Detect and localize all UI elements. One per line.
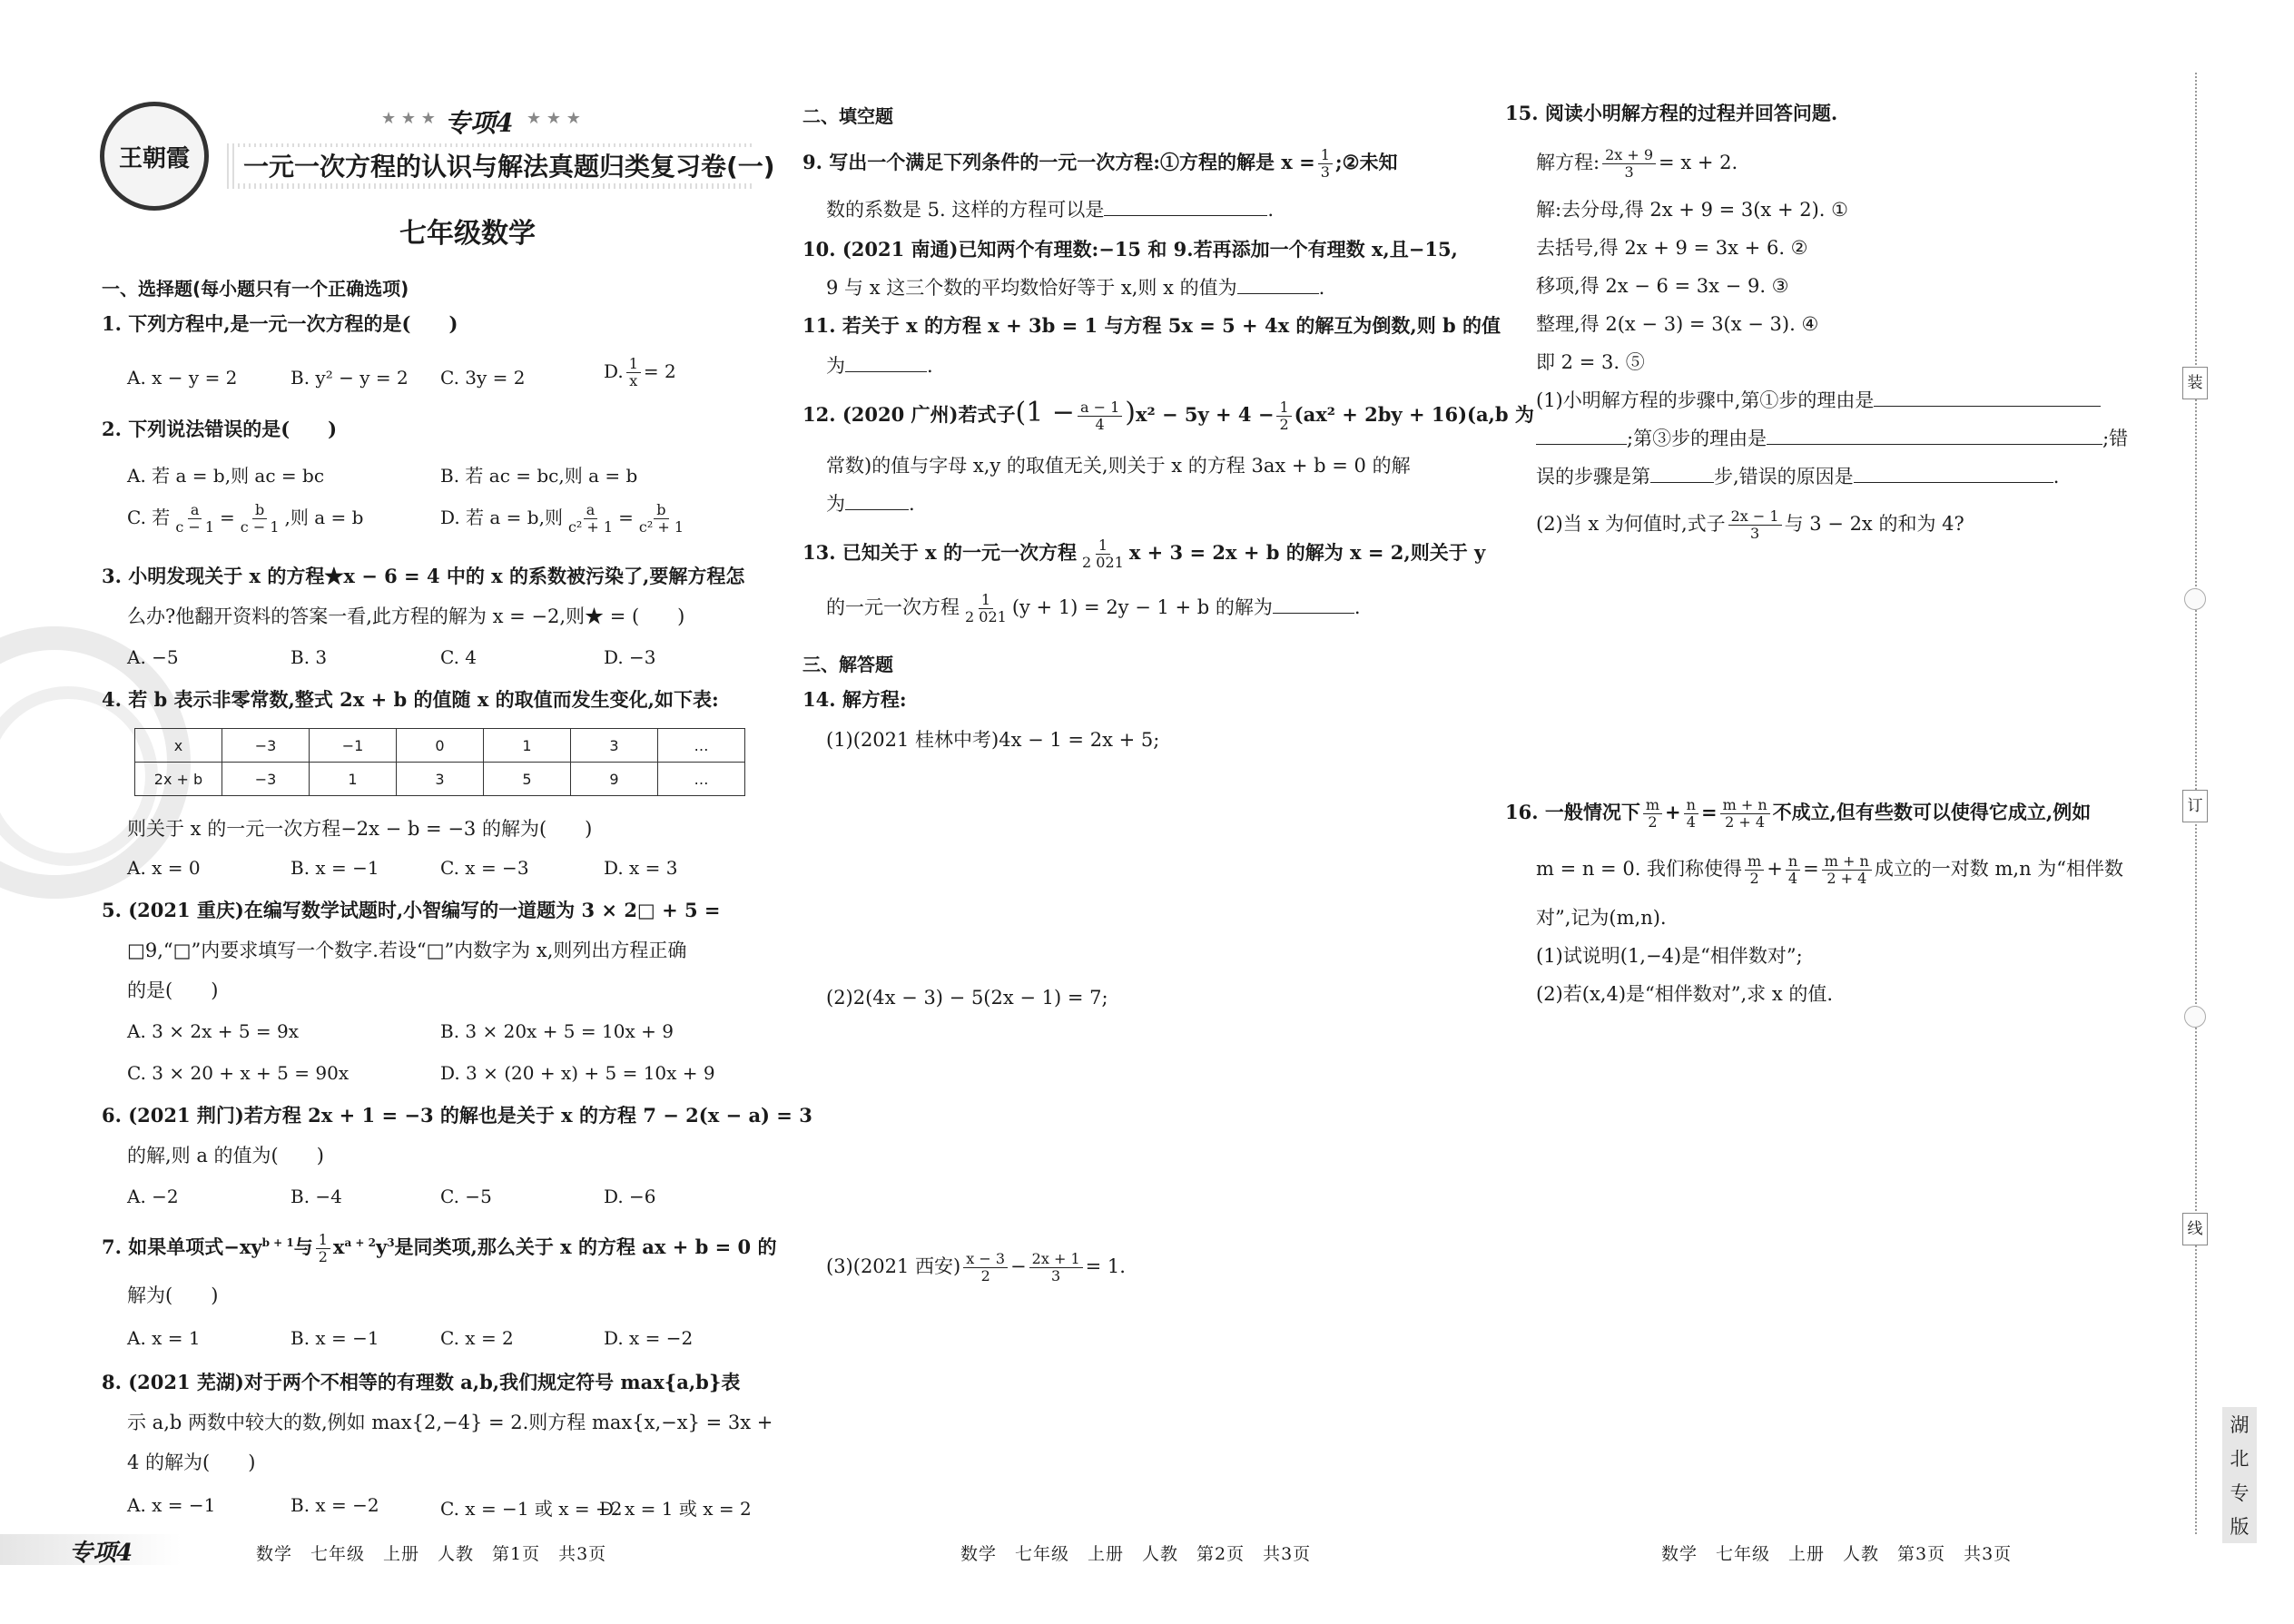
q6-line1: 6. (2021 荆门)若方程 2x + 1 = −3 的解也是关于 x 的方程 7 − 2(x − a) = 3: [102, 1104, 812, 1127]
table-cell: 3: [397, 763, 484, 796]
edition-badge: [2222, 1407, 2257, 1543]
q3-option-a: A. −5: [127, 646, 179, 668]
table-row: [135, 729, 745, 763]
q12-line3: 为 .: [826, 493, 915, 515]
edition-char: 专: [2230, 1481, 2250, 1504]
q14-part2: (2)2(4x − 3) − 5(2x − 1) = 7;: [826, 987, 1108, 1009]
q15-blank-wrong-step[interactable]: [1650, 464, 1714, 483]
q7-option-b: B. x = −1: [290, 1327, 379, 1349]
q12-line1: 12. (2020 广州)若式子(1 − $\frac{a - 1}{4}$ )x² − 5y + 4 − $\frac{1}{2}$ (ax² + 2by + 16)(a,b 为: [802, 397, 1534, 433]
q14-part3: (3)(2021 西安) $\frac{x - 3}{2}$ − $\frac{2x + 1}{3}$ = 1.: [826, 1250, 1126, 1284]
q5-line2: □9,“□”内要求填写一个数字.若设“□”内数字为 x,则列出方程正确: [127, 940, 687, 961]
q3-option-b: B. 3: [290, 646, 328, 668]
q15-equation: 解方程: $\frac{2x + 9}{3}$ = x + 2.: [1536, 146, 1738, 181]
special-label: 专项4: [445, 108, 514, 138]
q15-stem: 15. 阅读小明解方程的过程并回答问题.: [1505, 102, 1838, 124]
q6-option-a: A. −2: [127, 1186, 179, 1207]
q2-option-c: C. 若 $\frac{a}{c - 1}$ = $\frac{b}{c - 1}$ ,则 a = b: [127, 501, 364, 536]
q8-line3: 4 的解为( ): [127, 1452, 256, 1473]
q5-option-c: C. 3 × 20 + x + 5 = 90x: [127, 1062, 350, 1084]
q15-step2: 去括号,得 2x + 9 = 3x + 6. ②: [1536, 237, 1808, 259]
q2-option-b: B. 若 ac = bc,则 a = b: [440, 465, 638, 487]
edition-char: 北: [2230, 1448, 2250, 1471]
table-cell: −3: [222, 729, 310, 763]
subject-title: 七年级数学: [399, 218, 536, 250]
q7-line2: 解为( ): [127, 1284, 219, 1306]
q14-part1: (1)(2021 桂林中考)4x − 1 = 2x + 5;: [826, 729, 1160, 751]
table-cell: −3: [222, 763, 310, 796]
table-cell: −1: [310, 729, 397, 763]
q5-option-d: D. 3 × (20 + x) + 5 = 10x + 9: [440, 1062, 715, 1084]
q9-line2: 数的系数是 5. 这样的方程可以是 .: [826, 199, 1275, 221]
section-answer: 三、解答题: [802, 654, 893, 675]
q7-option-d: D. x = −2: [604, 1327, 694, 1349]
q2-option-d: D. 若 a = b,则 $\frac{a}{\text{c² + 1}}$ = $\frac{b}{\text{c² + 1}}$: [440, 501, 684, 536]
footer-page-2: 数学 七年级 上册 人教 第2页 共3页: [960, 1544, 1312, 1564]
table-cell: 1: [484, 729, 571, 763]
q13-answer-blank[interactable]: [1273, 595, 1354, 614]
q11-line2: 为 .: [826, 355, 933, 377]
q4-option-c: C. x = −3: [440, 857, 529, 879]
q1-option-d: D. $\frac{1}{x}$ = 2: [604, 355, 676, 389]
q8-option-c: C. x = −1 或 x = −2: [440, 1498, 623, 1520]
table-cell: 1: [310, 763, 397, 796]
q15-blank-step3-reason[interactable]: [1767, 426, 2102, 445]
q15-blank-step1-reason[interactable]: [1874, 388, 2101, 407]
q6-line2: 的解,则 a 的值为( ): [127, 1145, 324, 1166]
q13-line2: 的一元一次方程 $\frac{1}{2 021}$ (y + 1) = 2y − 1 + b 的解为 .: [826, 591, 1361, 625]
q15-blank-step1-reason-cont[interactable]: [1536, 426, 1627, 445]
q3-option-c: C. 4: [440, 646, 478, 668]
q3-option-d: D. −3: [604, 646, 656, 668]
q16-line2: m = n = 0. 我们称使得 $\frac{m}{2}$ + $\frac{n}{4}$ = $\frac{m + n}{2 + 4}$ 成立的一对数 m,n 为“相伴数: [1536, 852, 2124, 887]
q4-line2: 则关于 x 的一元一次方程−2x − b = −3 的解为( ): [127, 818, 593, 840]
q14-stem: 14. 解方程:: [802, 688, 907, 711]
q15-part1-line2: ;第③步的理由是 ;错: [1536, 425, 2128, 452]
paper-title: 一元一次方程的认识与解法真题归类复习卷(一): [238, 147, 781, 183]
q2-option-a: A. 若 a = b,则 ac = bc: [127, 465, 325, 487]
q8-option-b: B. x = −2: [290, 1494, 379, 1516]
q4-value-table: [134, 728, 745, 796]
q15-step5: 即 2 = 3. ⑤: [1536, 351, 1645, 373]
table-cell: 9: [571, 763, 658, 796]
q16-line1: 16. 一般情况下 $\frac{m}{2}$ + $\frac{n}{4}$ = $\frac{m + n}{2 + 4}$ 不成立,但有些数可以使得它成立,例如: [1505, 796, 2092, 831]
q9-line1: 9. 写出一个满足下列条件的一元一次方程:①方程的解是 x = $\frac{1}{3}$ ;②未知: [802, 146, 1398, 181]
q1-option-a: A. x − y = 2: [127, 367, 238, 389]
q3-line1: 3. 小明发现关于 x 的方程★x − 6 = 4 中的 x 的系数被污染了,要解方程怎: [102, 565, 745, 587]
q11-answer-blank[interactable]: [845, 353, 927, 372]
q8-option-a: A. x = −1: [127, 1494, 216, 1516]
table-cell: 0: [397, 729, 484, 763]
q1-option-c: C. 3y = 2: [440, 367, 526, 389]
header-stars-right: ★ ★ ★: [527, 109, 581, 128]
q4-option-b: B. x = −1: [290, 857, 379, 879]
q9-answer-blank[interactable]: [1104, 197, 1267, 216]
q13-line1: 13. 已知关于 x 的一元一次方程 $\frac{1}{2 021}$ x + 3 = 2x + b 的解为 x = 2,则关于 y: [802, 536, 1486, 571]
q7-line1: 7. 如果单项式$-xy^{b + 1}$与 $\frac{1}{2}$ $x^{a + 2}y^3$是同类项,那么关于 x 的方程 ax + b = 0 的: [102, 1231, 777, 1265]
q15-step4: 整理,得 2(x − 3) = 3(x − 3). ④: [1536, 313, 1819, 335]
section-choice: 一、选择题(每小题只有一个正确选项): [102, 278, 409, 300]
q5-line1: 5. (2021 重庆)在编写数学试题时,小智编写的一道题为 3 × 2□ + 5 =: [102, 899, 721, 921]
q16-part1: (1)试说明(1,−4)是“相伴数对”;: [1536, 945, 1803, 967]
table-cell: 5: [484, 763, 571, 796]
section-fill: 二、填空题: [802, 105, 893, 127]
q15-step1: 解:去分母,得 2x + 9 = 3(x + 2). ①: [1536, 199, 1848, 221]
q5-line3: 的是( ): [127, 979, 219, 1001]
q16-part2: (2)若(x,4)是“相伴数对”,求 x 的值.: [1536, 983, 1834, 1005]
footer-page-1: 数学 七年级 上册 人教 第1页 共3页: [256, 1544, 607, 1564]
table-cell: x: [135, 729, 222, 763]
q15-part1-line1: (1)小明解方程的步骤中,第①步的理由是: [1536, 387, 2101, 414]
q6-option-d: D. −6: [604, 1186, 656, 1207]
q4-option-d: D. x = 3: [604, 857, 678, 879]
table-cell: …: [658, 763, 745, 796]
q1-option-b: B. y² − y = 2: [290, 367, 409, 389]
binding-hole-icon: [2184, 1006, 2206, 1028]
q3-line2: 么办?他翻开资料的答案一看,此方程的解为 x = −2,则★ = ( ): [127, 605, 685, 627]
q4-line1: 4. 若 b 表示非零常数,整式 2x + b 的值随 x 的取值而发生变化,如下表:: [102, 688, 719, 711]
q15-blank-error-reason[interactable]: [1854, 464, 2053, 483]
edition-char: 湖: [2230, 1413, 2250, 1436]
q15-part1-line3: 误的步骤是第 步,错误的原因是 .: [1536, 466, 2060, 487]
q15-step3: 移项,得 2x − 6 = 3x − 9. ③: [1536, 275, 1789, 297]
q8-line2: 示 a,b 两数中较大的数,例如 max{2,−4} = 2.则方程 max{x,−x} = 3x +: [127, 1412, 773, 1433]
q10-line1: 10. (2021 南通)已知两个有理数:−15 和 9.若再添加一个有理数 x,且−15,: [802, 238, 1458, 261]
q5-option-a: A. 3 × 2x + 5 = 9x: [127, 1020, 300, 1042]
q16-line3: 对”,记为(m,n).: [1536, 907, 1667, 929]
binding-mark-zhuang: 装: [2182, 367, 2208, 399]
footer-page-3: 数学 七年级 上册 人教 第3页 共3页: [1661, 1544, 2013, 1564]
q10-answer-blank[interactable]: [1237, 275, 1319, 294]
table-cell: 2x + b: [135, 763, 222, 796]
table-cell: 3: [571, 729, 658, 763]
table-row: [135, 763, 745, 796]
logo-text: 王朝霞: [118, 144, 190, 172]
header-stars: ★ ★ ★: [381, 109, 436, 128]
q6-option-c: C. −5: [440, 1186, 492, 1207]
binding-mark-xian: 线: [2182, 1213, 2208, 1245]
publisher-logo: [100, 102, 209, 211]
q8-line1: 8. (2021 芜湖)对于两个不相等的有理数 a,b,我们规定符号 max{a,b}表: [102, 1371, 741, 1393]
binding-hole-icon: [2184, 588, 2206, 610]
q6-option-b: B. −4: [290, 1186, 342, 1207]
q15-part2: (2)当 x 为何值时,式子 $\frac{2x - 1}{3}$ 与 3 − 2x 的和为 4?: [1536, 507, 1964, 542]
q7-option-a: A. x = 1: [127, 1327, 201, 1349]
edition-char: 版: [2230, 1516, 2250, 1539]
q12-line2: 常数)的值与字母 x,y 的取值无关,则关于 x 的方程 3ax + b = 0 的解: [826, 455, 1411, 477]
q2-stem: 2. 下列说法错误的是( ): [102, 418, 338, 440]
footer-special-label: 专项4: [69, 1540, 133, 1567]
binding-mark-ding: 订: [2182, 790, 2208, 822]
q5-option-b: B. 3 × 20x + 5 = 10x + 9: [440, 1020, 674, 1042]
q8-option-d: D. x = 1 或 x = 2: [599, 1498, 752, 1520]
table-cell: …: [658, 729, 745, 763]
q4-option-a: A. x = 0: [127, 857, 201, 879]
q10-line2: 9 与 x 这三个数的平均数恰好等于 x,则 x 的值为 .: [826, 277, 1325, 299]
q11-line1: 11. 若关于 x 的方程 x + 3b = 1 与方程 5x = 5 + 4x 的解互为倒数,则 b 的值: [802, 314, 1501, 337]
q1-stem: 1. 下列方程中,是一元一次方程的是( ): [102, 312, 458, 335]
q12-answer-blank[interactable]: [845, 491, 909, 510]
q7-option-c: C. x = 2: [440, 1327, 514, 1349]
